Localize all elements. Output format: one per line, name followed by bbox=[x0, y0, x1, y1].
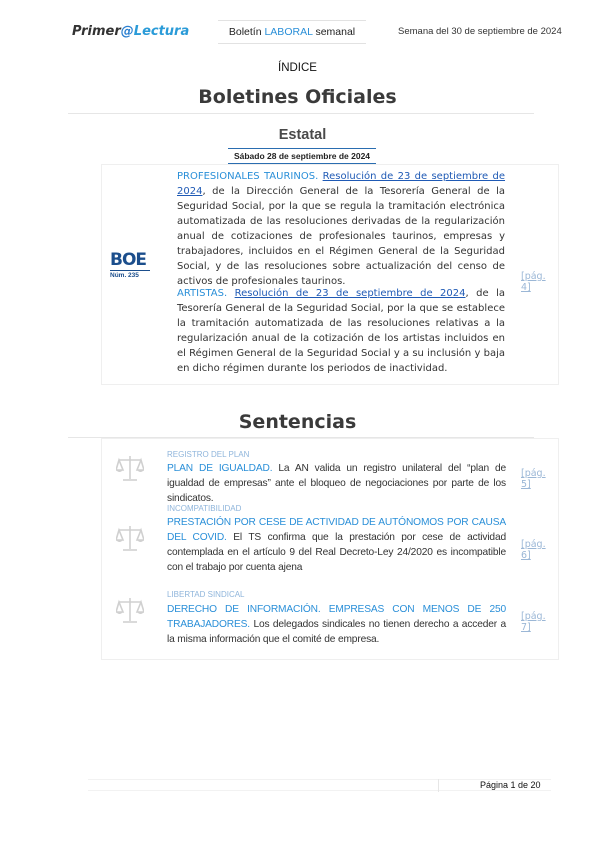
boe-logo bbox=[110, 251, 152, 279]
bulletin-title-pre: Boletín bbox=[228, 26, 265, 38]
page-ref-link[interactable]: [pág. 4] bbox=[521, 271, 546, 293]
boe-number: Núm. 235 bbox=[110, 270, 150, 279]
entry-category: ARTISTAS. bbox=[177, 288, 228, 299]
section-title-sentencias: Sentencias bbox=[238, 411, 357, 433]
entry-category: PLAN DE IGUALDAD. bbox=[167, 463, 273, 474]
sentence-entry bbox=[167, 461, 506, 506]
sentence-entry bbox=[167, 602, 506, 647]
logo-text-lectura: Lectura bbox=[133, 24, 190, 39]
publication-date: Sábado 28 de septiembre de 2024 bbox=[228, 148, 376, 164]
resolution-link[interactable]: Resolución de 23 de septiembre de 2024 bbox=[177, 171, 506, 197]
entry-text: Los delegados sindicales no tienen derecho a acceder a la misma información que el comité de empresa. bbox=[167, 619, 506, 645]
scales-of-justice-icon bbox=[116, 453, 144, 483]
page-ref-link[interactable]: [pág. 6] bbox=[521, 539, 546, 561]
bulletin-title-post: semanal bbox=[312, 26, 356, 38]
subsection-title-estatal: Estatal bbox=[278, 127, 327, 143]
boe-entry bbox=[177, 169, 505, 289]
topic-label: LIBERTAD SINDICAL bbox=[167, 590, 245, 599]
logo-text-primer: Primer bbox=[72, 24, 121, 39]
topic-label: INCOMPATIBILIDAD bbox=[167, 504, 242, 513]
entry-text: , de la Tesorería General de la Seguridad Social, por la que se establece la tramitación automatizada de las resoluciones relativas a la regularización anual de la cotización de los artistas incluidos en el Régimen General de la Seguridad Social y a su inclusión y baja en dicho régimen durante los periodos de inactividad. bbox=[177, 288, 505, 374]
entry-category: PROFESIONALES TAURINOS. bbox=[177, 171, 319, 182]
footer-divider bbox=[438, 779, 439, 792]
scales-of-justice-icon bbox=[116, 595, 144, 625]
entry-category: DERECHO DE INFORMACIÓN. EMPRESAS CON MENOS DE 250 TRABAJADORES. bbox=[167, 604, 506, 630]
sentence-entry bbox=[167, 515, 506, 575]
entry-text: La AN valida un registro unilateral del “plan de igualdad de empresas” ante el bloqueo de negociaciones por parte de los sindicatos. bbox=[167, 463, 506, 504]
boe-card bbox=[101, 164, 559, 385]
boe-entry bbox=[177, 286, 505, 376]
logo-at: @ bbox=[120, 24, 134, 39]
topic-label: REGISTRO DEL PLAN bbox=[167, 450, 250, 459]
scales-of-justice-icon bbox=[116, 523, 144, 553]
section-divider bbox=[68, 113, 534, 114]
index-heading: ÍNDICE bbox=[278, 62, 317, 74]
entry-text: , de la Dirección General de la Tesorería General de la Seguridad Social, por la que se regula la tramitación electrónica automatizada de las resoluciones derivadas de la regularización anual de cotizaciones de profesionales taurinos, empresas y trabajadores, incluidos en el Régimen General de la Seguridad Social, y de las resoluciones sobre actualización del censo de activos de profesionales taurinos. bbox=[177, 186, 505, 287]
entry-text: El TS confirma que la prestación por cese de actividad contemplada en el artículo 9 del Real Decreto-Ley 24/2020 es incompatible con el trabajo por cuenta ajena bbox=[167, 532, 506, 573]
entry-category: PRESTACIÓN POR CESE DE ACTIVIDAD DE AUTÓNOMOS POR CAUSA DEL COVID. bbox=[167, 517, 506, 543]
boe-mark: BOE bbox=[110, 250, 147, 270]
sentencias-card bbox=[101, 438, 559, 660]
page-number: Página 1 de 20 bbox=[480, 780, 541, 790]
bulletin-title-accent: LABORAL bbox=[264, 26, 313, 38]
bulletin-title bbox=[218, 20, 366, 44]
section-title-boletines: Boletines Oficiales bbox=[198, 86, 397, 108]
brand-logo bbox=[72, 24, 189, 39]
resolution-link[interactable]: Resolución de 23 de septiembre de 2024 bbox=[234, 288, 466, 299]
page-ref-link[interactable]: [pág. 5] bbox=[521, 468, 546, 490]
week-label: Semana del 30 de septiembre de 2024 bbox=[398, 26, 562, 37]
page-ref-link[interactable]: [pág. 7] bbox=[521, 611, 546, 633]
